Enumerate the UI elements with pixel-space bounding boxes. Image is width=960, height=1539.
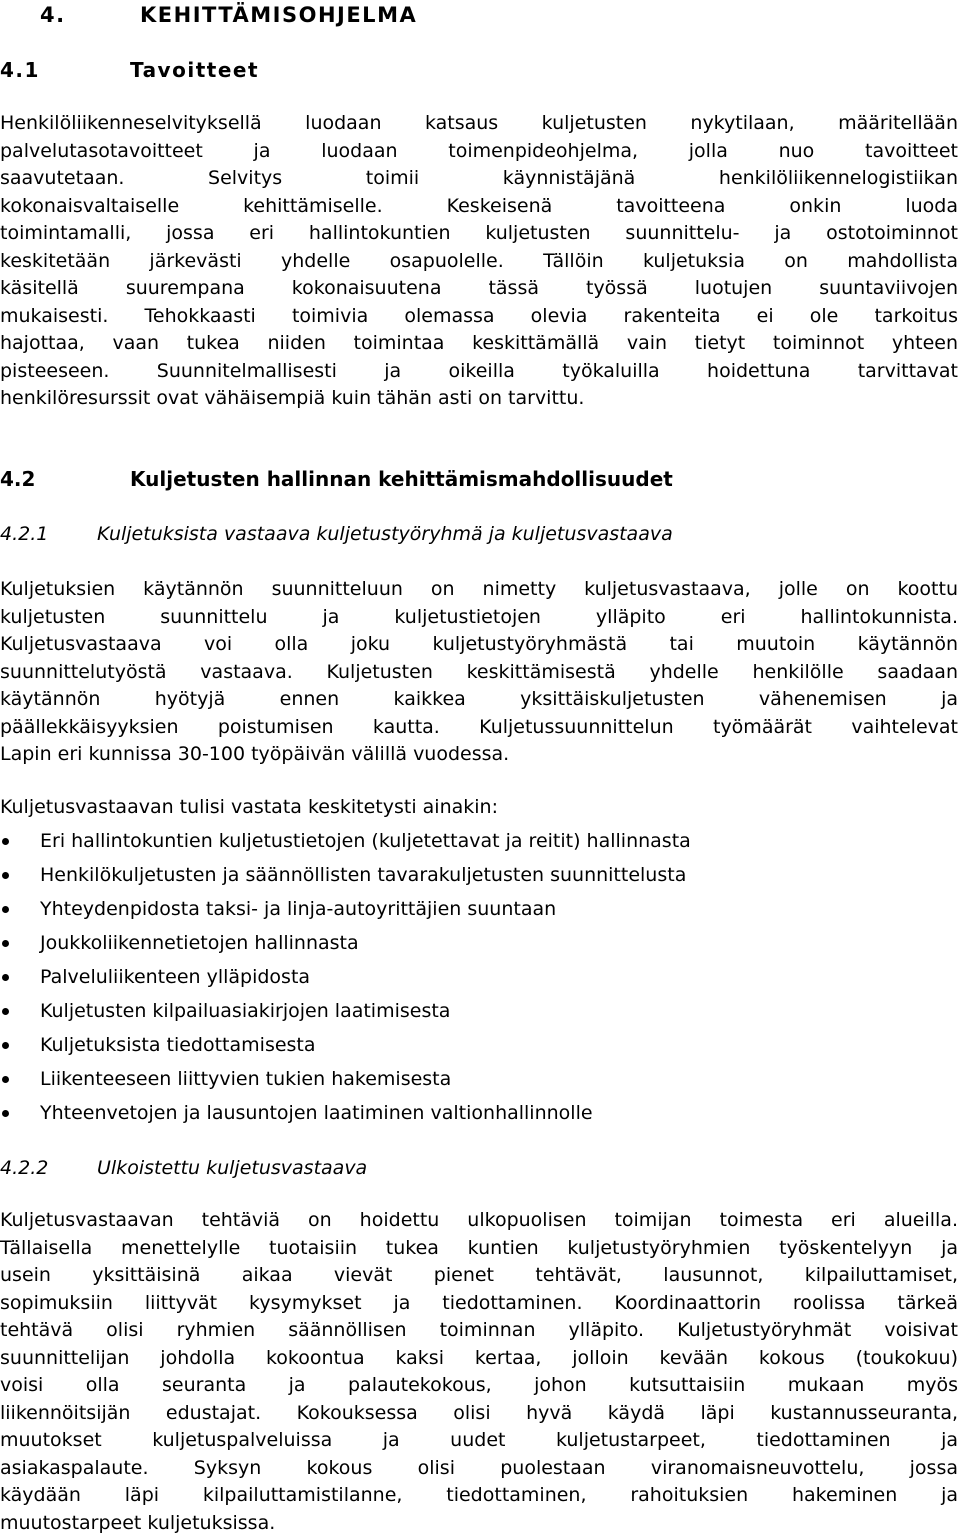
paragraph-line: pisteeseen. Suunnitelmallisesti ja oikeilla työkaluilla hoidettuna tarvittavat: [0, 359, 958, 382]
subsection-heading-4-2-2: [0, 1153, 367, 1183]
list-item: [0, 960, 691, 994]
list-item-text: Yhteydenpidosta taksi- ja linja-autoyrittäjien suuntaan: [40, 898, 557, 920]
list-item: [0, 1096, 691, 1130]
list-item: [0, 926, 691, 960]
chapter-heading: [40, 0, 417, 30]
paragraph-line: suunnittelijan johdolla kokoontua kaksi kertaa, jolloin kevään kokous (toukokuu): [0, 1346, 958, 1369]
chapter-number: 4.: [40, 3, 66, 27]
paragraph-coordinator: [0, 576, 958, 769]
paragraph-line: usein yksittäisinä aikaa vievät pienet tehtävät, lausunnot, kilpailuttamiset,: [0, 1264, 958, 1286]
paragraph-line: Kuljetusvastaava voi olla joku kuljetustyöryhmästä tai muutoin käytännön: [0, 633, 958, 655]
paragraph-line: liikennöitsijän edustajat. Kokouksessa olisi hyvä käydä läpi kustannusseuranta,: [0, 1401, 958, 1424]
paragraph-line: Henkilöliikenneselvityksellä luodaan katsaus kuljetusten nykytilaan, määritellään: [0, 112, 958, 134]
paragraph-line: Lapin eri kunnissa 30-100 työpäivän välillä vuodessa.: [0, 743, 510, 765]
paragraph-line: keskitetään järkevästi yhdelle osapuolelle. Tällöin kuljetuksia on mahdollista: [0, 249, 958, 272]
paragraph-line: tehtävä olisi ryhmien säännöllisen toiminnan ylläpito. Kuljetustyöryhmät voisivat: [0, 1319, 958, 1341]
paragraph-line: mukaisesti. Tehokkaasti toimivia olemassa olevia rakenteita ei ole tarkoitus: [0, 304, 958, 327]
bullet-icon: [2, 1008, 9, 1015]
section-number: 4.1: [0, 58, 40, 82]
paragraph-line: toimintamalli, jossa eri hallintokuntien kuljetusten suunnittelu- ja ostotoiminnot: [0, 222, 958, 244]
paragraph-outsourced: [0, 1207, 958, 1537]
section-heading-4-1: [0, 55, 259, 85]
list-item-text: Kuljetusten kilpailuasiakirjojen laatimisesta: [40, 1000, 451, 1022]
list-item: [0, 824, 691, 858]
paragraph-line: kuljetusten suunnittelu ja kuljetustietojen ylläpito eri hallintokunnista.: [0, 605, 958, 628]
list-lead: Kuljetusvastaavan tulisi vastata keskitetysti ainakin:: [0, 796, 498, 818]
list-item: [0, 892, 691, 926]
list-item-text: Henkilökuljetusten ja säännöllisten tavarakuljetusten suunnittelusta: [40, 864, 687, 886]
subsection-title: Ulkoistettu kuljetusvastaava: [97, 1157, 368, 1179]
paragraph-line: muutostarpeet kuljetuksissa.: [0, 1511, 276, 1534]
paragraph-line: päällekkäisyyksien poistumisen kautta. Kuljetussuunnittelun työmäärät vaihtelevat: [0, 715, 958, 738]
bullet-icon: [2, 838, 9, 845]
bullet-icon: [2, 1042, 9, 1049]
paragraph-line: Kuljetusvastaavan tehtäviä on hoidettu ulkopuolisen toimijan toimesta eri alueilla.: [0, 1209, 958, 1231]
paragraph-line: kokonaisvaltaiselle kehittämiselle. Keskeisenä tavoitteena onkin luoda: [0, 194, 958, 217]
section-number: 4.2: [0, 467, 36, 491]
list-item: [0, 1062, 691, 1096]
paragraph-line: asiakaspalaute. Syksyn kokous olisi puolestaan viranomaisneuvottelu, jossa: [0, 1456, 958, 1479]
paragraph-line: käsitellä suurempana kokonaisuutena tässä työssä luotujen suuntaviivojen: [0, 277, 958, 299]
paragraph-line: voisi olla seuranta ja palautekokous, johon kutsuttaisiin mukaan myös: [0, 1374, 958, 1396]
list-item-text: Palveluliikenteen ylläpidosta: [40, 966, 311, 988]
paragraph-line: saavutetaan. Selvitys toimii käynnistäjänä henkilöliikennelogistiikan: [0, 167, 958, 189]
paragraph-line: henkilöresurssit ovat vähäisempiä kuin tähän asti on tarvittu.: [0, 387, 585, 409]
bullet-icon: [2, 872, 9, 879]
section-title: Kuljetusten hallinnan kehittämismahdollisuudet: [130, 467, 673, 491]
list-item-text: Kuljetuksista tiedottamisesta: [40, 1034, 316, 1056]
list-item-text: Joukkoliikennetietojen hallinnasta: [40, 932, 359, 954]
paragraph-line: sopimuksiin liittyvät kysymykset ja tiedottaminen. Koordinaattorin roolissa tärkeä: [0, 1291, 958, 1314]
list-item: [0, 1028, 691, 1062]
paragraph-line: käydään läpi kilpailuttamistilanne, tiedottaminen, rahoituksien hakeminen ja: [0, 1484, 958, 1506]
paragraph-line: Kuljetuksien käytännön suunnitteluun on nimetty kuljetusvastaava, jolle on koottu: [0, 578, 958, 600]
chapter-title: KEHITTÄMISOHJELMA: [140, 3, 418, 27]
paragraph-line: suunnittelutyöstä vastaava. Kuljetusten keskittämisestä yhdelle henkilölle saadaan: [0, 660, 958, 683]
list-item-text: Yhteenvetojen ja lausuntojen laatiminen valtionhallinnolle: [40, 1102, 593, 1124]
subsection-title: Kuljetuksista vastaava kuljetustyöryhmä ja kuljetusvastaava: [97, 523, 673, 545]
bullet-icon: [2, 1076, 9, 1083]
section-heading-4-2: [0, 464, 673, 494]
list-item: [0, 994, 691, 1028]
bullet-icon: [2, 974, 9, 981]
section-title: Tavoitteet: [130, 58, 260, 82]
subsection-number: 4.2.2: [0, 1157, 49, 1179]
bullet-icon: [2, 1110, 9, 1117]
bullet-icon: [2, 940, 9, 947]
responsibility-list: [0, 824, 691, 1130]
paragraph-line: muutokset kuljetuspalveluissa ja uudet kuljetustarpeet, tiedottaminen ja: [0, 1429, 958, 1451]
list-item-text: Liikenteeseen liittyvien tukien hakemisesta: [40, 1068, 452, 1090]
paragraph-goals: [0, 110, 958, 413]
list-item-text: Eri hallintokuntien kuljetustietojen (kuljetettavat ja reitit) hallinnasta: [40, 830, 691, 852]
subsection-heading-4-2-1: [0, 519, 673, 549]
paragraph-line: Tällaisella menettelylle tuotaisiin tukea kuntien kuljetustyöryhmien työskentelyyn ja: [0, 1236, 958, 1259]
paragraph-line: käytännön hyötyjä ennen kaikkea yksittäiskuljetusten vähenemisen ja: [0, 688, 958, 710]
paragraph-line: hajottaa, vaan tukea niiden toimintaa keskittämällä vain tietyt toiminnot yhteen: [0, 332, 958, 354]
list-item: [0, 858, 691, 892]
subsection-number: 4.2.1: [0, 523, 49, 545]
paragraph-line: palvelutasotavoitteet ja luodaan toimenpideohjelma, jolla nuo tavoitteet: [0, 139, 958, 162]
bullet-icon: [2, 906, 9, 913]
